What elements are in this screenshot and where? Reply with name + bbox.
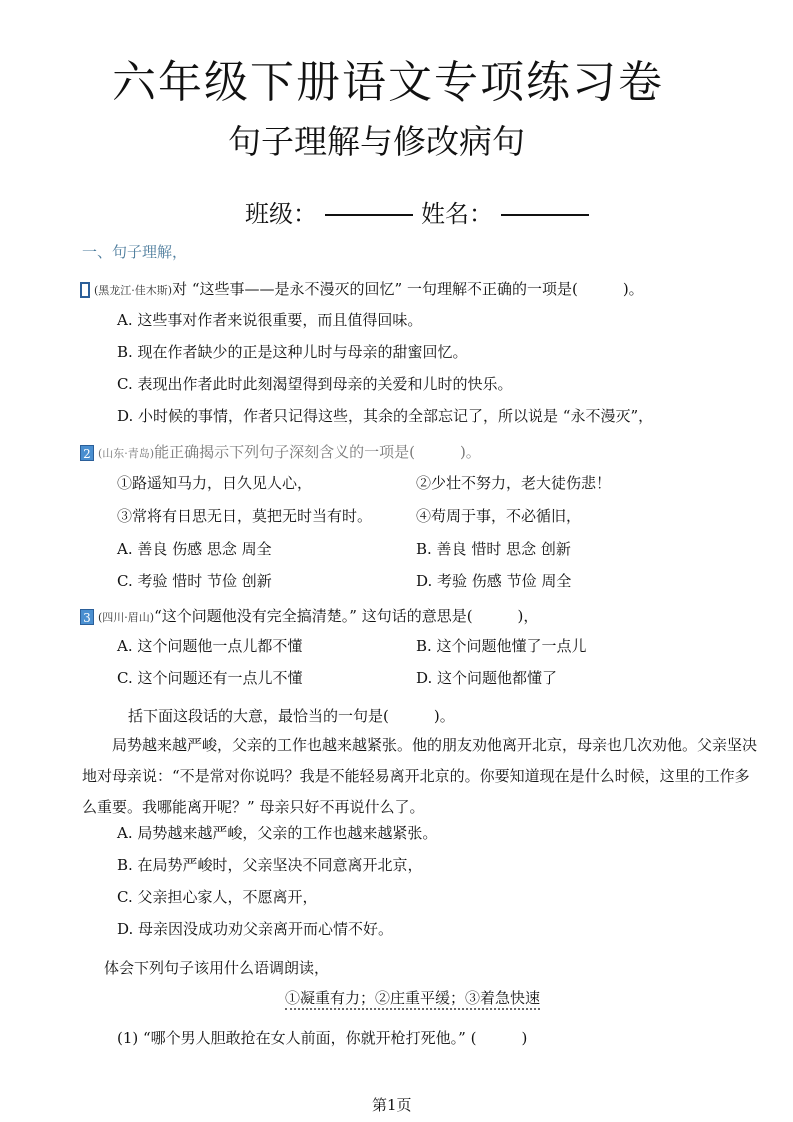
class-blank[interactable] xyxy=(325,214,413,216)
question-number-badge: 3 xyxy=(80,609,94,625)
option: C. 考验 惜时 节俭 创新 xyxy=(117,572,272,590)
option: C. 这个问题还有一点儿不懂 xyxy=(117,669,303,687)
page-subtitle: 句子理解与修改病句 xyxy=(228,122,525,161)
question-stem: “这个问题他没有完全搞清楚。” 这句话的意思是( )， xyxy=(154,607,539,625)
option: D. 这个问题他都懂了 xyxy=(416,669,558,687)
tone-choices: ①凝重有力；②庄重平缓；③着急快速 xyxy=(285,987,540,1010)
reading-passage: 局势越来越严峻，父亲的工作也越来越紧张。他的朋友劝他离开北京，母亲也几次劝他。父亲坚决地对母亲说：“不是常对你说吗？我是不能轻易离开北京的。你要知道现在是什么时候，这里的工作多么重要。我哪能离开呢？” 母亲只好不再说什么了。 xyxy=(82,736,758,816)
question-number-badge: 2 xyxy=(80,445,94,461)
option: D. 母亲因没成功劝父亲离开而心情不好。 xyxy=(117,920,394,938)
option: B. 善良 惜时 思念 创新 xyxy=(416,540,571,558)
question-source: (黑龙江·佳木斯) xyxy=(94,284,173,297)
option: A. 善良 伤感 思念 周全 xyxy=(117,540,272,558)
page-number: 第1页 xyxy=(372,1096,412,1114)
name-label: 姓名： xyxy=(421,200,493,228)
option: D. 小时候的事情，作者只记得这些，其余的全部忘记了，所以说是 “永不漫灭”， xyxy=(117,407,654,425)
question-stem: 能正确揭示下列句子深刻含义的一项是( )。 xyxy=(154,443,481,461)
option: B. 在局势严峻时，父亲坚决不同意离开北京， xyxy=(117,856,423,874)
page-title: 六年级下册语文专项练习卷 xyxy=(112,57,664,108)
class-label: 班级： xyxy=(245,200,317,228)
question-4-stem: 括下面这段话的大意，最恰当的一句是( )。 xyxy=(128,707,455,725)
student-info xyxy=(245,194,597,229)
option: C. 父亲担心家人，不愿离开， xyxy=(117,888,318,906)
question-5-stem: 体会下列句子该用什么语调朗读， xyxy=(104,959,330,977)
question-stem: 对 “这些事——是永不漫灭的回忆” 一句理解不正确的一项是( )。 xyxy=(172,280,644,298)
section-heading: 一、句子理解， xyxy=(82,243,188,261)
question-source: (山东·青岛) xyxy=(98,447,155,460)
option: D. 考验 伤感 节俭 周全 xyxy=(416,572,572,590)
question-2 xyxy=(80,441,481,462)
sentence-item: ④苟周于事，不必循旧， xyxy=(416,507,582,525)
sentence-item: ②少壮不努力，老大徒伤悲！ xyxy=(416,474,612,492)
sentence-item: ①路遥知马力，日久见人心， xyxy=(117,474,313,492)
question-source: (四川·眉山) xyxy=(98,611,155,624)
question-number-badge xyxy=(80,282,90,298)
option: A. 这些事对作者来说很重要，而且值得回味。 xyxy=(117,311,423,329)
question-5-item: (1) “哪个男人胆敢抢在女人前面，你就开枪打死他。” ( ) xyxy=(117,1029,528,1047)
name-blank[interactable] xyxy=(501,214,589,216)
sentence-item: ③常将有日思无日，莫把无时当有时。 xyxy=(117,507,373,525)
option: B. 现在作者缺少的正是这种儿时与母亲的甜蜜回忆。 xyxy=(117,343,468,361)
option: A. 这个问题他一点儿都不懂 xyxy=(117,637,303,655)
option: B. 这个问题他懂了一点儿 xyxy=(416,637,587,655)
question-3 xyxy=(80,605,538,626)
question-1 xyxy=(80,278,644,299)
option: C. 表现出作者此时此刻渴望得到母亲的关爱和儿时的快乐。 xyxy=(117,375,513,393)
option: A. 局势越来越严峻，父亲的工作也越来越紧张。 xyxy=(117,824,438,842)
